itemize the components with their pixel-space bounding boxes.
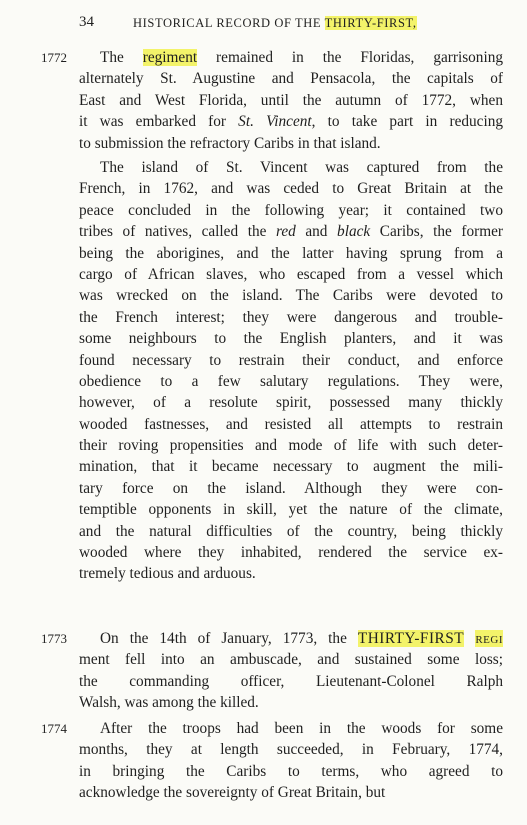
text-line: it was embarked for St. Vincent, to take part in reducing bbox=[79, 113, 503, 131]
running-title-highlight: THIRTY-FIRST, bbox=[324, 16, 417, 30]
running-title-text: HISTORICAL RECORD OF THE bbox=[133, 16, 325, 30]
highlighted-text: regi bbox=[475, 630, 503, 647]
text-line: in bringing the Caribs to terms, who agreed to bbox=[79, 762, 503, 780]
text-line: East and West Florida, until the autumn of 1772, when bbox=[79, 91, 503, 109]
text-line: obedience to a few salutary regulations. They were, bbox=[79, 372, 503, 390]
text-line: was wrecked on the island. The Caribs were devoted to bbox=[79, 287, 503, 305]
text-line: some neighbours to the English planters, and it was bbox=[79, 330, 503, 348]
text-line: wooded fastnesses, and resisted all attempts to restrain bbox=[79, 415, 503, 433]
italic-text: red bbox=[275, 223, 296, 241]
text-line: alternately St. Augustine and Pensacola, the capitals of bbox=[79, 70, 503, 88]
text-line: mination, that it became necessary to augment the mili- bbox=[79, 458, 503, 476]
margin-year: 1774 bbox=[41, 721, 67, 736]
text-line: peace concluded in the following year; it contained two bbox=[79, 201, 503, 219]
text-line: ment fell into an ambuscade, and sustained some loss; bbox=[79, 651, 503, 669]
text-line: acknowledge the sovereignty of Great Britain, but bbox=[79, 784, 386, 802]
paragraph-lines bbox=[79, 718, 503, 804]
paragraph-lines bbox=[79, 628, 503, 714]
text-line: and the natural difficulties of the country, being thickly bbox=[79, 522, 503, 540]
text-line: found necessary to restrain their conduct, and enforce bbox=[79, 351, 503, 369]
margin-year: 1773 bbox=[41, 631, 67, 646]
text-line: tremely tedious and arduous. bbox=[79, 565, 256, 583]
text-line: The island of St. Vincent was captured from the bbox=[100, 159, 503, 176]
text-line: tary force on the island. Although they were con- bbox=[79, 479, 503, 497]
italic-text: St. Vincent bbox=[238, 113, 312, 131]
text-line: French, in 1762, and was ceded to Great Britain at the bbox=[79, 180, 503, 198]
text-line: tribes of natives, called the red and black Caribs, the former bbox=[79, 223, 503, 241]
page-number: 34 bbox=[79, 14, 94, 30]
text-line: The regiment remained in the Floridas, garrisoning bbox=[100, 49, 503, 66]
text-line: Walsh, was among the killed. bbox=[79, 694, 259, 712]
text-line: the French interest; they were dangerous and trouble- bbox=[79, 308, 503, 326]
small-caps-text bbox=[358, 630, 503, 647]
paragraph-lines bbox=[79, 157, 503, 585]
highlighted-text: THIRTY-FIRST bbox=[357, 630, 464, 647]
highlighted-text: regiment bbox=[142, 49, 198, 66]
text-line: however, of a resolute spirit, possessed many thickly bbox=[79, 394, 503, 412]
running-header bbox=[0, 12, 527, 32]
text-line: On the 14th of January, 1773, the THIRTY-FIRST regi bbox=[100, 630, 503, 647]
text-line: After the troops had been in the woods for some bbox=[100, 720, 503, 737]
italic-text: black bbox=[337, 223, 371, 241]
text-line: the commanding officer, Lieutenant-Colonel Ralph bbox=[79, 672, 503, 690]
running-title bbox=[133, 16, 417, 31]
text-line: temptible opponents in skill, yet the nature of the climate, bbox=[79, 501, 503, 519]
text-line: wooded where they inhabited, rendered the service ex- bbox=[79, 544, 503, 562]
text-line: their roving propensities and mode of life with such deter- bbox=[79, 437, 503, 455]
text-line: months, they at length succeeded, in February, 1774, bbox=[79, 741, 503, 759]
margin-year: 1772 bbox=[41, 50, 67, 65]
text-line: cargo of African slaves, who escaped from a vessel which bbox=[79, 265, 503, 283]
text-line: being the aborigines, and the latter having sprung from a bbox=[79, 244, 503, 262]
paragraph-lines bbox=[79, 47, 503, 154]
text-line: to submission the refractory Caribs in that island. bbox=[79, 134, 381, 152]
